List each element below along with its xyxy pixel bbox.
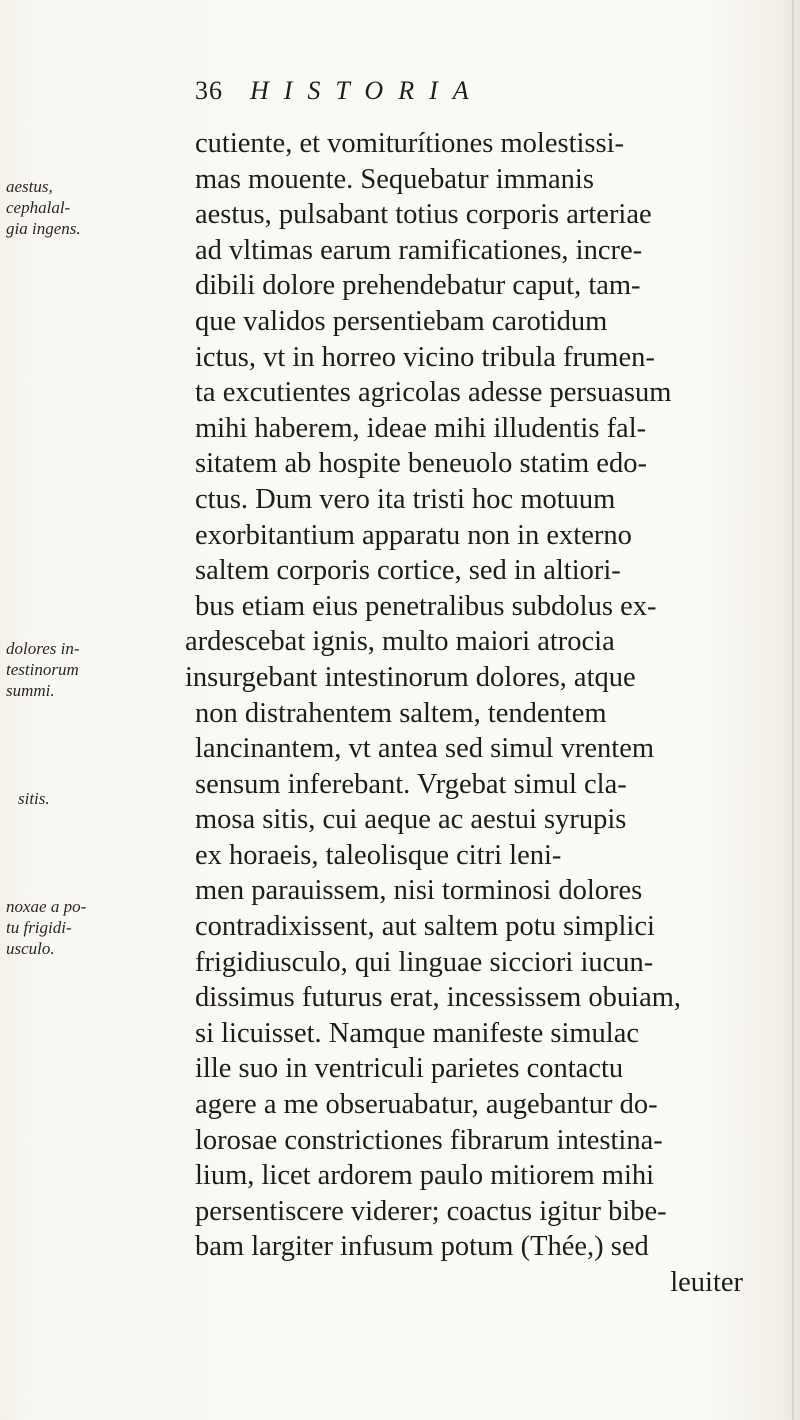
text-line: lancinantem, vt antea sed simul vrentem xyxy=(195,733,655,765)
text-line: non distrahentem saltem, tendentem xyxy=(195,697,607,729)
text-line: persentiscere viderer; coactus igitur bibe- xyxy=(195,1195,667,1227)
body-text xyxy=(185,126,745,1301)
text-line: mihi haberem, ideae mihi illudentis fal- xyxy=(195,412,647,444)
text-line: cutiente, et vomiturítiones molestissi- xyxy=(195,128,625,159)
margin-note-line: aestus, xyxy=(6,177,53,196)
text-line: ictus, vt in horreo vicino tribula frumen- xyxy=(195,341,655,373)
margin-note-line: noxae a po- xyxy=(6,897,87,916)
text-line: lorosae constrictiones fibrarum intestina- xyxy=(195,1124,663,1156)
text-line: ille suo in ventriculi parietes contactu xyxy=(195,1053,624,1085)
margin-note-line: sitis. xyxy=(18,789,50,808)
text-line: aestus, pulsabant totius corporis arteriae xyxy=(195,199,652,231)
margin-note-line: gia ingens. xyxy=(6,219,81,238)
page-number: 36 xyxy=(195,76,223,105)
text-line: frigidiusculo, qui linguae sicciori iucun- xyxy=(195,946,654,978)
text-line: exorbitantium apparatu non in externo xyxy=(195,519,632,551)
margin-note-line: cephalal- xyxy=(6,198,71,217)
page-edge xyxy=(792,0,794,1420)
text-line: si licuisset. Namque manifeste simulac xyxy=(195,1017,640,1049)
running-title: HISTORIA xyxy=(250,76,484,105)
margin-note-line: dolores in- xyxy=(6,639,80,658)
text-line: mas mouente. Sequebatur immanis xyxy=(195,163,594,195)
text-line: saltem corporis cortice, sed in altiori- xyxy=(195,555,621,587)
text-line: dissimus futurus erat, incessissem obuiam, xyxy=(195,982,682,1014)
text-line: ardescebat ignis, multo maiori atrocia xyxy=(185,626,615,658)
text-line: bus etiam eius penetralibus subdolus ex- xyxy=(195,590,657,622)
margin-note-dolores xyxy=(6,638,118,701)
text-line: men parauissem, nisi torminosi dolores xyxy=(195,875,643,907)
text-line: sensum inferebant. Vrgebat simul cla- xyxy=(195,768,627,800)
margin-note-aestus xyxy=(6,176,118,239)
text-line: dibili dolore prehendebatur caput, tam- xyxy=(195,270,641,302)
text-line: sitatem ab hospite beneuolo statim edo- xyxy=(195,448,647,480)
text-line: ad vltimas earum ramificationes, incre- xyxy=(195,234,643,266)
text-line: ex horaeis, taleolisque citri leni- xyxy=(195,839,562,871)
page-header xyxy=(195,76,615,116)
text-line: bam largiter infusum potum (Thée,) sed xyxy=(195,1231,649,1263)
text-line: ctus. Dum vero ita tristi hoc motuum xyxy=(195,483,616,515)
text-line: que validos persentiebam carotidum xyxy=(195,305,608,337)
text-line: contradixissent, aut saltem potu simplici xyxy=(195,911,655,943)
text-line: agere a me obseruabatur, augebantur do- xyxy=(195,1089,658,1121)
margin-note-noxae xyxy=(6,896,118,959)
catchword: leuiter xyxy=(670,1267,743,1298)
margin-note-line: usculo. xyxy=(6,939,55,958)
margin-note-line: tu frigidi- xyxy=(6,918,72,937)
margin-note-sitis xyxy=(6,788,130,809)
margin-note-line: testinorum xyxy=(6,660,79,679)
margin-note-line: summi. xyxy=(6,681,55,700)
text-line: insurgebant intestinorum dolores, atque xyxy=(185,661,636,693)
text-line: ta excutientes agricolas adesse persuasum xyxy=(195,377,672,409)
text-line: mosa sitis, cui aeque ac aestui syrupis xyxy=(195,804,627,836)
text-line: lium, licet ardorem paulo mitiorem mihi xyxy=(195,1160,655,1192)
